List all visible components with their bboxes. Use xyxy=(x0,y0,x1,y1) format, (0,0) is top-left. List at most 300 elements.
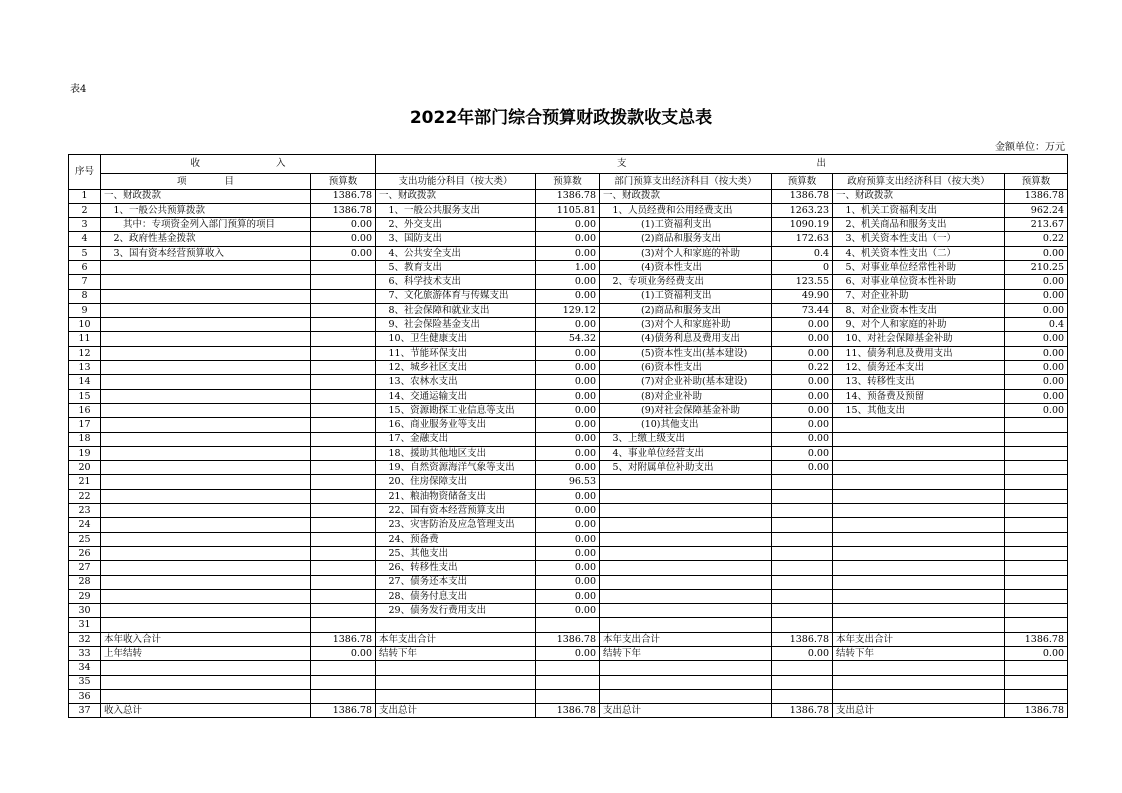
cell-income-budget xyxy=(311,661,376,675)
cell-gov-econ-budget xyxy=(1005,446,1068,460)
cell-income-item xyxy=(101,375,311,389)
cell-income-budget xyxy=(311,618,376,632)
cell-dept-econ-budget: 1386.78 xyxy=(772,189,833,203)
cell-dept-econ-item: (5)资本性支出(基本建设) xyxy=(600,346,772,360)
cell-dept-econ-budget: 0.00 xyxy=(772,389,833,403)
cell-income-budget xyxy=(311,675,376,689)
cell-dept-econ-item xyxy=(600,561,772,575)
cell-dept-econ-budget xyxy=(772,589,833,603)
cell-func-budget xyxy=(536,675,600,689)
cell-income-budget xyxy=(311,375,376,389)
cell-func-budget: 0.00 xyxy=(536,489,600,503)
cell-dept-econ-item: 一、财政拨款 xyxy=(600,189,772,203)
cell-income-item: 收入总计 xyxy=(101,704,311,718)
cell-gov-econ-budget: 1386.78 xyxy=(1005,704,1068,718)
cell-func-item: 8、社会保障和就业支出 xyxy=(376,303,536,317)
cell-dept-econ-item xyxy=(600,546,772,560)
amount-unit-label: 金额单位：万元 xyxy=(995,142,1065,153)
cell-gov-econ-item xyxy=(833,475,1005,489)
cell-func-item: 11、节能环保支出 xyxy=(376,346,536,360)
table-row xyxy=(69,332,1068,346)
cell-gov-econ-item xyxy=(833,661,1005,675)
header-dept-econ-category: 部门预算支出经济科目（按大类） xyxy=(600,174,772,190)
cell-func-item: 19、自然资源海洋气象等支出 xyxy=(376,461,536,475)
cell-income-budget xyxy=(311,275,376,289)
cell-func-budget: 96.53 xyxy=(536,475,600,489)
table-row xyxy=(69,518,1068,532)
cell-seq: 30 xyxy=(69,604,101,618)
cell-func-budget: 0.00 xyxy=(536,289,600,303)
cell-income-budget xyxy=(311,403,376,417)
cell-func-item xyxy=(376,689,536,703)
cell-func-item: 支出总计 xyxy=(376,704,536,718)
cell-income-item: 2、政府性基金拨款 xyxy=(101,232,311,246)
cell-func-budget: 1386.78 xyxy=(536,632,600,646)
cell-dept-econ-budget: 0.00 xyxy=(772,332,833,346)
cell-seq: 33 xyxy=(69,647,101,661)
cell-income-item xyxy=(101,546,311,560)
cell-dept-econ-budget xyxy=(772,661,833,675)
cell-dept-econ-item: (4)债务利息及费用支出 xyxy=(600,332,772,346)
cell-seq: 13 xyxy=(69,361,101,375)
cell-func-budget: 0.00 xyxy=(536,647,600,661)
cell-dept-econ-item xyxy=(600,489,772,503)
cell-dept-econ-item: (10)其他支出 xyxy=(600,418,772,432)
cell-dept-econ-budget: 0.00 xyxy=(772,418,833,432)
cell-income-budget xyxy=(311,604,376,618)
cell-gov-econ-budget: 213.67 xyxy=(1005,218,1068,232)
cell-dept-econ-budget: 1386.78 xyxy=(772,704,833,718)
cell-dept-econ-budget xyxy=(772,675,833,689)
cell-dept-econ-budget: 0 xyxy=(772,260,833,274)
cell-gov-econ-item xyxy=(833,589,1005,603)
cell-dept-econ-budget: 0.22 xyxy=(772,361,833,375)
cell-income-budget xyxy=(311,504,376,518)
cell-income-item xyxy=(101,604,311,618)
cell-gov-econ-item: 13、转移性支出 xyxy=(833,375,1005,389)
cell-gov-econ-budget xyxy=(1005,432,1068,446)
cell-income-budget xyxy=(311,532,376,546)
cell-func-budget: 0.00 xyxy=(536,561,600,575)
cell-dept-econ-item: 本年支出合计 xyxy=(600,632,772,646)
cell-income-item xyxy=(101,303,311,317)
cell-gov-econ-budget xyxy=(1005,532,1068,546)
cell-dept-econ-item: (1)工资福利支出 xyxy=(600,218,772,232)
cell-func-item: 7、文化旅游体育与传媒支出 xyxy=(376,289,536,303)
cell-income-budget xyxy=(311,589,376,603)
cell-dept-econ-item xyxy=(600,618,772,632)
cell-func-item xyxy=(376,618,536,632)
table-row xyxy=(69,403,1068,417)
header-seq: 序号 xyxy=(69,155,101,190)
cell-func-budget: 1.00 xyxy=(536,260,600,274)
cell-income-item: 其中：专项资金列入部门预算的项目 xyxy=(101,218,311,232)
cell-dept-econ-item: (1)工资福利支出 xyxy=(600,289,772,303)
cell-func-item: 14、交通运输支出 xyxy=(376,389,536,403)
cell-dept-econ-item: (7)对企业补助(基本建设) xyxy=(600,375,772,389)
cell-gov-econ-budget: 0.00 xyxy=(1005,346,1068,360)
cell-gov-econ-item xyxy=(833,504,1005,518)
cell-gov-econ-item xyxy=(833,461,1005,475)
cell-income-item xyxy=(101,561,311,575)
table-row xyxy=(69,432,1068,446)
cell-func-budget: 0.00 xyxy=(536,432,600,446)
cell-dept-econ-budget: 0.00 xyxy=(772,318,833,332)
cell-seq: 26 xyxy=(69,546,101,560)
cell-gov-econ-budget xyxy=(1005,418,1068,432)
cell-seq: 16 xyxy=(69,403,101,417)
cell-dept-econ-budget: 0.00 xyxy=(772,446,833,460)
cell-seq: 1 xyxy=(69,189,101,203)
cell-seq: 11 xyxy=(69,332,101,346)
cell-func-budget: 1386.78 xyxy=(536,189,600,203)
cell-income-item xyxy=(101,589,311,603)
cell-dept-econ-budget xyxy=(772,518,833,532)
cell-income-budget xyxy=(311,418,376,432)
cell-gov-econ-item: 10、对社会保障基金补助 xyxy=(833,332,1005,346)
cell-dept-econ-budget xyxy=(772,689,833,703)
cell-dept-econ-item xyxy=(600,475,772,489)
cell-income-item xyxy=(101,361,311,375)
cell-income-budget xyxy=(311,475,376,489)
cell-seq: 25 xyxy=(69,532,101,546)
cell-gov-econ-item: 4、机关资本性支出（二） xyxy=(833,246,1005,260)
cell-gov-econ-budget: 962.24 xyxy=(1005,203,1068,217)
table-row xyxy=(69,647,1068,661)
cell-gov-econ-item: 11、债务利息及费用支出 xyxy=(833,346,1005,360)
table-row xyxy=(69,289,1068,303)
cell-seq: 7 xyxy=(69,275,101,289)
cell-seq: 6 xyxy=(69,260,101,274)
cell-income-item xyxy=(101,275,311,289)
cell-income-budget xyxy=(311,561,376,575)
cell-seq: 9 xyxy=(69,303,101,317)
cell-func-item: 28、债务付息支出 xyxy=(376,589,536,603)
cell-income-item xyxy=(101,260,311,274)
cell-gov-econ-budget xyxy=(1005,618,1068,632)
cell-income-budget xyxy=(311,689,376,703)
cell-func-item: 18、援助其他地区支出 xyxy=(376,446,536,460)
table-row xyxy=(69,375,1068,389)
cell-gov-econ-budget xyxy=(1005,504,1068,518)
cell-gov-econ-item xyxy=(833,546,1005,560)
table-row xyxy=(69,389,1068,403)
cell-seq: 27 xyxy=(69,561,101,575)
cell-gov-econ-item: 15、其他支出 xyxy=(833,403,1005,417)
cell-seq: 10 xyxy=(69,318,101,332)
cell-gov-econ-budget xyxy=(1005,575,1068,589)
table-row xyxy=(69,675,1068,689)
cell-dept-econ-item xyxy=(600,518,772,532)
cell-gov-econ-item xyxy=(833,532,1005,546)
cell-gov-econ-item: 1、机关工资福利支出 xyxy=(833,203,1005,217)
cell-income-item xyxy=(101,675,311,689)
cell-income-item xyxy=(101,518,311,532)
cell-income-budget: 1386.78 xyxy=(311,704,376,718)
cell-func-budget: 0.00 xyxy=(536,232,600,246)
table-row xyxy=(69,589,1068,603)
cell-gov-econ-budget xyxy=(1005,546,1068,560)
cell-dept-econ-budget: 0.00 xyxy=(772,403,833,417)
table-row xyxy=(69,632,1068,646)
cell-func-budget: 0.00 xyxy=(536,461,600,475)
cell-dept-econ-item: 结转下年 xyxy=(600,647,772,661)
cell-func-item: 16、商业服务业等支出 xyxy=(376,418,536,432)
cell-dept-econ-item xyxy=(600,689,772,703)
cell-gov-econ-item: 一、财政拨款 xyxy=(833,189,1005,203)
cell-gov-econ-item: 支出总计 xyxy=(833,704,1005,718)
header-expense: 支 出 xyxy=(376,155,1068,174)
cell-func-item: 1、一般公共服务支出 xyxy=(376,203,536,217)
cell-gov-econ-budget xyxy=(1005,561,1068,575)
table-row xyxy=(69,704,1068,718)
cell-dept-econ-budget: 0.00 xyxy=(772,647,833,661)
table-body xyxy=(69,189,1068,718)
cell-gov-econ-item: 2、机关商品和服务支出 xyxy=(833,218,1005,232)
cell-seq: 14 xyxy=(69,375,101,389)
cell-dept-econ-budget xyxy=(772,504,833,518)
cell-gov-econ-item xyxy=(833,604,1005,618)
cell-gov-econ-item xyxy=(833,446,1005,460)
table-row xyxy=(69,475,1068,489)
cell-func-budget: 54.32 xyxy=(536,332,600,346)
cell-seq: 12 xyxy=(69,346,101,360)
cell-seq: 29 xyxy=(69,589,101,603)
cell-gov-econ-budget: 0.00 xyxy=(1005,303,1068,317)
cell-func-budget: 0.00 xyxy=(536,504,600,518)
cell-seq: 2 xyxy=(69,203,101,217)
cell-seq: 23 xyxy=(69,504,101,518)
table-row xyxy=(69,604,1068,618)
cell-func-item: 23、灾害防治及应急管理支出 xyxy=(376,518,536,532)
table-row xyxy=(69,561,1068,575)
cell-gov-econ-item: 9、对个人和家庭的补助 xyxy=(833,318,1005,332)
cell-income-item xyxy=(101,504,311,518)
cell-func-item: 9、社会保险基金支出 xyxy=(376,318,536,332)
cell-gov-econ-budget: 0.00 xyxy=(1005,403,1068,417)
cell-dept-econ-item xyxy=(600,504,772,518)
cell-dept-econ-budget: 1090.19 xyxy=(772,218,833,232)
table-row xyxy=(69,504,1068,518)
table-row xyxy=(69,461,1068,475)
cell-gov-econ-budget xyxy=(1005,689,1068,703)
cell-income-item xyxy=(101,403,311,417)
table-row xyxy=(69,189,1068,203)
cell-seq: 20 xyxy=(69,461,101,475)
cell-func-item: 本年支出合计 xyxy=(376,632,536,646)
cell-func-budget: 0.00 xyxy=(536,446,600,460)
cell-func-budget: 0.00 xyxy=(536,318,600,332)
table-row xyxy=(69,689,1068,703)
table-row xyxy=(69,489,1068,503)
cell-seq: 28 xyxy=(69,575,101,589)
cell-func-item: 24、预备费 xyxy=(376,532,536,546)
cell-dept-econ-item: (4)资本性支出 xyxy=(600,260,772,274)
cell-income-item: 3、国有资本经营预算收入 xyxy=(101,246,311,260)
cell-gov-econ-item: 12、债务还本支出 xyxy=(833,361,1005,375)
cell-dept-econ-item: (6)资本性支出 xyxy=(600,361,772,375)
cell-dept-econ-budget xyxy=(772,546,833,560)
cell-gov-econ-item xyxy=(833,689,1005,703)
cell-income-item xyxy=(101,475,311,489)
table-row xyxy=(69,303,1068,317)
cell-dept-econ-budget xyxy=(772,618,833,632)
cell-func-budget xyxy=(536,618,600,632)
cell-dept-econ-budget: 0.00 xyxy=(772,375,833,389)
cell-gov-econ-item: 3、机关资本性支出（一） xyxy=(833,232,1005,246)
cell-gov-econ-item: 结转下年 xyxy=(833,647,1005,661)
cell-dept-econ-item xyxy=(600,604,772,618)
cell-gov-econ-budget: 0.00 xyxy=(1005,647,1068,661)
table-row xyxy=(69,246,1068,260)
cell-income-item xyxy=(101,389,311,403)
table-row xyxy=(69,346,1068,360)
page-title: 2022年部门综合预算财政拨款收支总表 xyxy=(409,108,713,128)
header-row-groups xyxy=(69,155,1068,174)
cell-func-budget: 0.00 xyxy=(536,218,600,232)
cell-income-budget xyxy=(311,432,376,446)
header-row-columns xyxy=(69,174,1068,190)
cell-seq: 19 xyxy=(69,446,101,460)
cell-func-item: 2、外交支出 xyxy=(376,218,536,232)
cell-gov-econ-item xyxy=(833,618,1005,632)
cell-income-budget xyxy=(311,318,376,332)
table-row xyxy=(69,232,1068,246)
cell-income-budget xyxy=(311,446,376,460)
cell-seq: 17 xyxy=(69,418,101,432)
cell-dept-econ-item: 支出总计 xyxy=(600,704,772,718)
cell-income-item xyxy=(101,618,311,632)
cell-income-budget xyxy=(311,346,376,360)
cell-func-budget: 0.00 xyxy=(536,546,600,560)
cell-dept-econ-budget xyxy=(772,575,833,589)
header-income-budget: 预算数 xyxy=(311,174,376,190)
cell-gov-econ-item xyxy=(833,432,1005,446)
cell-gov-econ-budget xyxy=(1005,589,1068,603)
header-gov-econ-category: 政府预算支出经济科目（按大类） xyxy=(833,174,1005,190)
cell-dept-econ-budget: 1263.23 xyxy=(772,203,833,217)
cell-income-item: 本年收入合计 xyxy=(101,632,311,646)
cell-gov-econ-budget: 0.00 xyxy=(1005,289,1068,303)
budget-summary-table xyxy=(68,154,1068,718)
cell-gov-econ-item: 本年支出合计 xyxy=(833,632,1005,646)
cell-seq: 15 xyxy=(69,389,101,403)
cell-gov-econ-budget xyxy=(1005,461,1068,475)
cell-func-item: 22、国有资本经营预算支出 xyxy=(376,504,536,518)
cell-dept-econ-item: (8)对企业补助 xyxy=(600,389,772,403)
table-row xyxy=(69,546,1068,560)
cell-func-budget: 0.00 xyxy=(536,361,600,375)
cell-func-budget: 0.00 xyxy=(536,275,600,289)
cell-seq: 3 xyxy=(69,218,101,232)
cell-seq: 37 xyxy=(69,704,101,718)
cell-func-budget: 0.00 xyxy=(536,589,600,603)
cell-gov-econ-budget: 0.00 xyxy=(1005,375,1068,389)
cell-dept-econ-budget: 172.63 xyxy=(772,232,833,246)
cell-income-item xyxy=(101,318,311,332)
cell-func-item: 6、科学技术支出 xyxy=(376,275,536,289)
cell-dept-econ-item xyxy=(600,589,772,603)
cell-seq: 35 xyxy=(69,675,101,689)
cell-income-budget: 0.00 xyxy=(311,232,376,246)
cell-income-budget xyxy=(311,575,376,589)
cell-gov-econ-item xyxy=(833,489,1005,503)
table-row xyxy=(69,318,1068,332)
cell-func-item: 4、公共安全支出 xyxy=(376,246,536,260)
cell-dept-econ-budget: 123.55 xyxy=(772,275,833,289)
table-row xyxy=(69,275,1068,289)
cell-income-budget xyxy=(311,289,376,303)
cell-dept-econ-budget: 1386.78 xyxy=(772,632,833,646)
table-row xyxy=(69,218,1068,232)
cell-func-item xyxy=(376,661,536,675)
cell-dept-econ-item xyxy=(600,575,772,589)
cell-dept-econ-budget xyxy=(772,561,833,575)
cell-income-item xyxy=(101,332,311,346)
cell-dept-econ-budget: 49.90 xyxy=(772,289,833,303)
cell-gov-econ-item xyxy=(833,575,1005,589)
cell-dept-econ-budget: 0.00 xyxy=(772,461,833,475)
cell-dept-econ-budget xyxy=(772,475,833,489)
header-func-budget: 预算数 xyxy=(536,174,600,190)
cell-gov-econ-budget xyxy=(1005,475,1068,489)
cell-gov-econ-item xyxy=(833,675,1005,689)
cell-income-budget xyxy=(311,489,376,503)
cell-dept-econ-item xyxy=(600,661,772,675)
cell-income-budget xyxy=(311,260,376,274)
cell-func-budget: 0.00 xyxy=(536,532,600,546)
cell-dept-econ-item: (9)对社会保障基金补助 xyxy=(600,403,772,417)
cell-income-item xyxy=(101,418,311,432)
table-row xyxy=(69,418,1068,432)
header-item: 项 目 xyxy=(101,174,311,190)
cell-func-budget xyxy=(536,661,600,675)
cell-seq: 21 xyxy=(69,475,101,489)
table-row xyxy=(69,446,1068,460)
cell-dept-econ-budget: 0.4 xyxy=(772,246,833,260)
cell-func-item: 5、教育支出 xyxy=(376,260,536,274)
cell-income-budget: 0.00 xyxy=(311,218,376,232)
cell-income-budget xyxy=(311,518,376,532)
cell-func-item: 29、债务发行费用支出 xyxy=(376,604,536,618)
cell-dept-econ-item xyxy=(600,532,772,546)
cell-gov-econ-item: 6、对事业单位资本性补助 xyxy=(833,275,1005,289)
cell-dept-econ-budget: 73.44 xyxy=(772,303,833,317)
cell-income-budget xyxy=(311,303,376,317)
cell-dept-econ-budget: 0.00 xyxy=(772,432,833,446)
cell-func-budget: 0.00 xyxy=(536,389,600,403)
cell-gov-econ-budget: 0.00 xyxy=(1005,246,1068,260)
cell-gov-econ-budget: 0.4 xyxy=(1005,318,1068,332)
cell-dept-econ-item: 3、上缴上级支出 xyxy=(600,432,772,446)
cell-gov-econ-item: 7、对企业补助 xyxy=(833,289,1005,303)
table-row xyxy=(69,203,1068,217)
cell-gov-econ-item xyxy=(833,418,1005,432)
cell-gov-econ-budget: 0.00 xyxy=(1005,275,1068,289)
cell-func-budget: 0.00 xyxy=(536,403,600,417)
cell-dept-econ-item: (2)商品和服务支出 xyxy=(600,303,772,317)
table-row xyxy=(69,532,1068,546)
cell-income-budget: 0.00 xyxy=(311,647,376,661)
cell-func-item: 26、转移性支出 xyxy=(376,561,536,575)
cell-func-item: 一、财政拨款 xyxy=(376,189,536,203)
cell-func-budget: 0.00 xyxy=(536,604,600,618)
cell-dept-econ-item: 2、专项业务经费支出 xyxy=(600,275,772,289)
cell-func-budget: 129.12 xyxy=(536,303,600,317)
cell-dept-econ-item xyxy=(600,675,772,689)
table-row xyxy=(69,361,1068,375)
cell-seq: 8 xyxy=(69,289,101,303)
